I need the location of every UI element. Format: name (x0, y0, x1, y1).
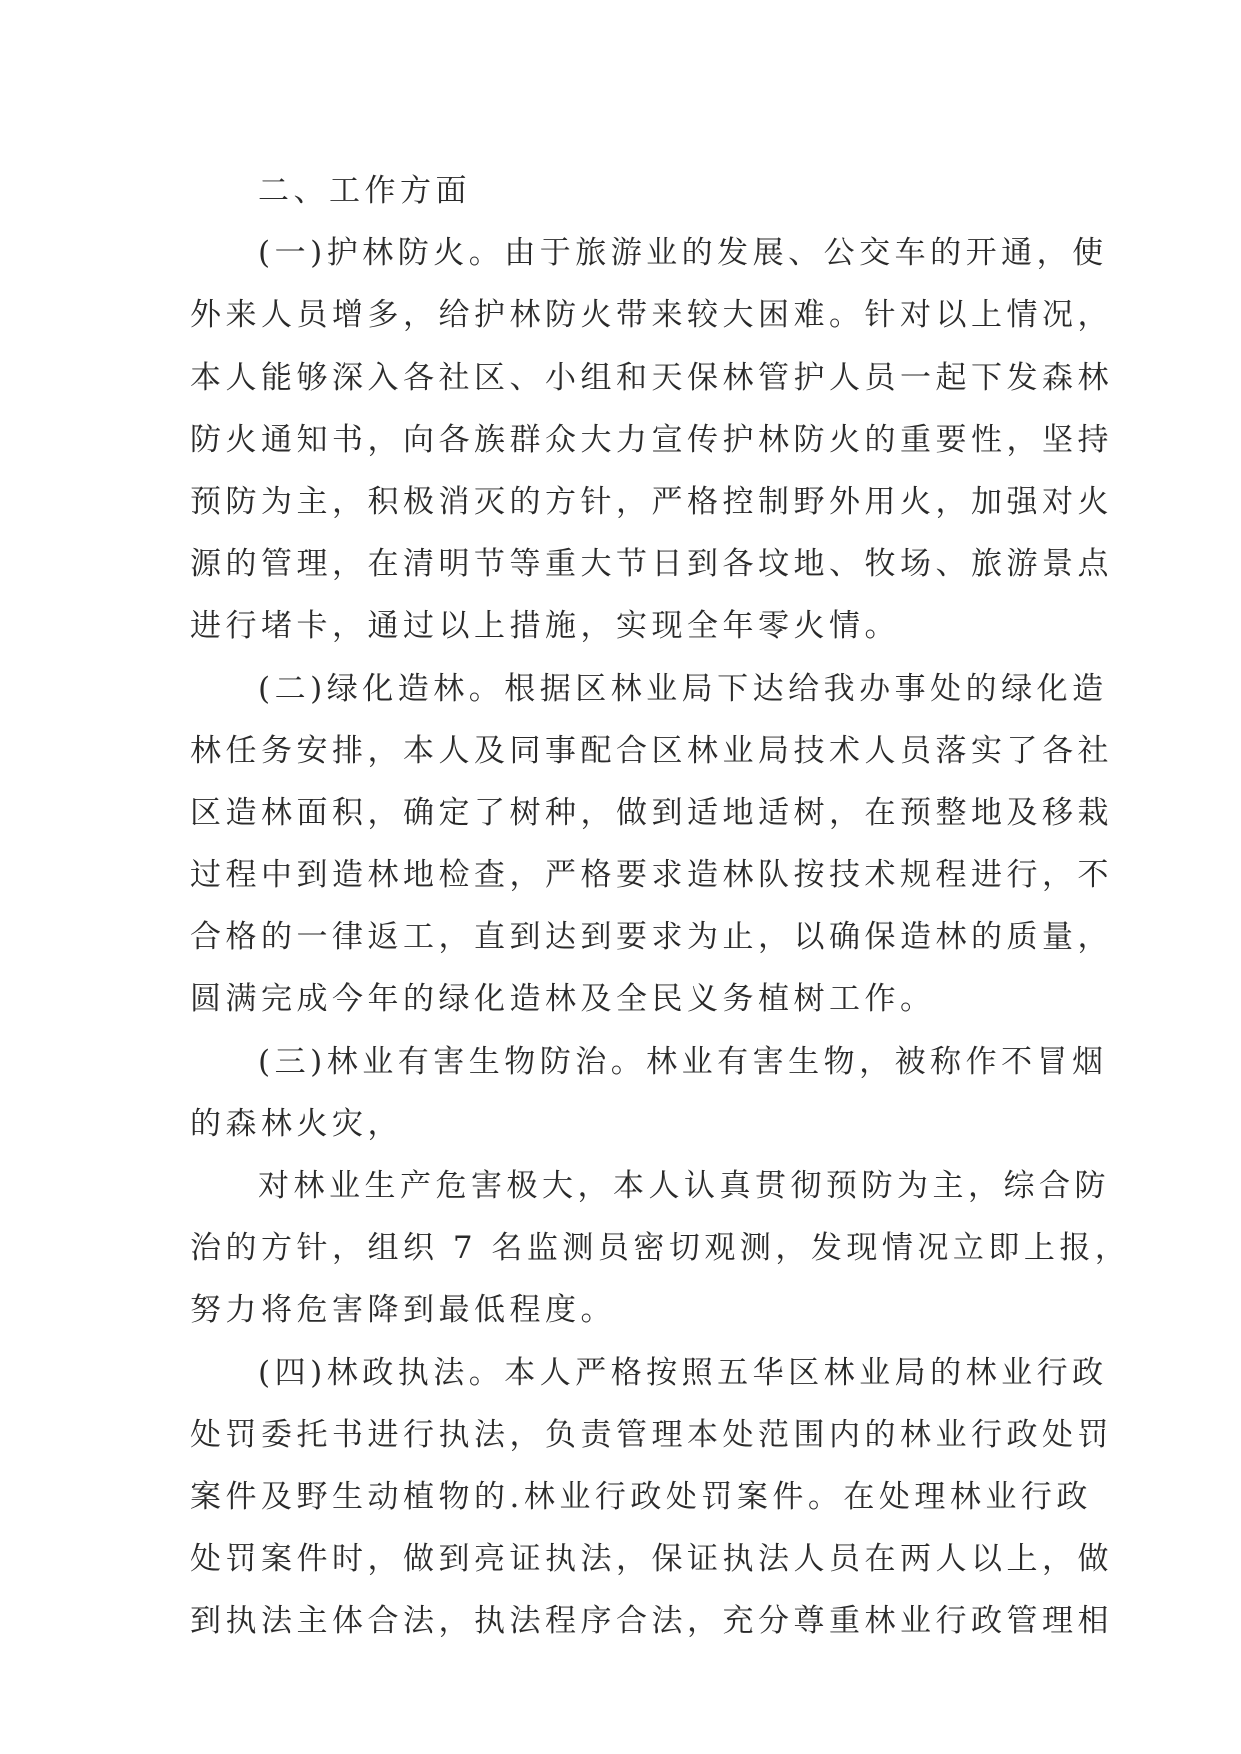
paragraph-line: 圆满完成今年的绿化造林及全民义务植树工作。 (190, 981, 936, 1018)
paragraph-line: 防火通知书，向各族群众大力宣传护林防火的重要性，坚持 (190, 421, 1113, 458)
paragraph-line: 的森林火灾， (190, 1105, 403, 1142)
paragraph-line: (四)林政执法。本人严格按照五华区林业局的林业行政 (258, 1354, 1108, 1391)
paragraph-line: 治的方针，组织 7 名监测员密切观测，发现情况立即上报， (190, 1230, 1131, 1267)
paragraph-line: 对林业生产危害极大，本人认真贯彻预防为主，综合防 (258, 1168, 1110, 1204)
paragraph-line: 处罚委托书进行执法，负责管理本处范围内的林业行政处罚 (190, 1416, 1113, 1453)
paragraph-line: 源的管理，在清明节等重大节日到各坟地、牧场、旅游景点 (190, 546, 1113, 583)
paragraph-line: 进行堵卡，通过以上措施，实现全年零火情。 (190, 608, 900, 645)
paragraph-line: (三)林业有害生物防治。林业有害生物，被称作不冒烟 (258, 1043, 1108, 1080)
paragraph-line: 处罚案件时，做到亮证执法，保证执法人员在两人以上，做 (190, 1541, 1113, 1578)
paragraph-line: (一)护林防火。由于旅游业的发展、公交车的开通，使 (258, 235, 1108, 272)
paragraph-line: 努力将危害降到最低程度。 (190, 1292, 616, 1329)
section-heading: 二、工作方面 (258, 173, 471, 209)
paragraph-line: 案件及野生动植物的.林业行政处罚案件。在处理林业行政 (190, 1478, 1092, 1515)
document-body (190, 160, 1131, 1653)
paragraph-line: 预防为主，积极消灭的方针，严格控制野外用火，加强对火 (190, 483, 1113, 520)
paragraph-line: 林任务安排，本人及同事配合区林业局技术人员落实了各社 (190, 732, 1113, 769)
paragraph-line: 合格的一律返工，直到达到要求为止，以确保造林的质量， (190, 919, 1113, 956)
paragraph-line: 过程中到造林地检查，严格要求造林队按技术规程进行，不 (190, 857, 1113, 894)
paragraph-line: 区造林面积，确定了树种，做到适地适树，在预整地及移栽 (190, 794, 1113, 831)
paragraph-line: 到执法主体合法，执法程序合法，充分尊重林业行政管理相 (190, 1603, 1113, 1640)
paragraph-line: (二)绿化造林。根据区林业局下达给我办事处的绿化造 (258, 670, 1108, 707)
paragraph-line: 本人能够深入各社区、小组和天保林管护人员一起下发森林 (190, 359, 1113, 396)
paragraph-line: 外来人员增多，给护林防火带来较大困难。针对以上情况， (190, 297, 1113, 334)
